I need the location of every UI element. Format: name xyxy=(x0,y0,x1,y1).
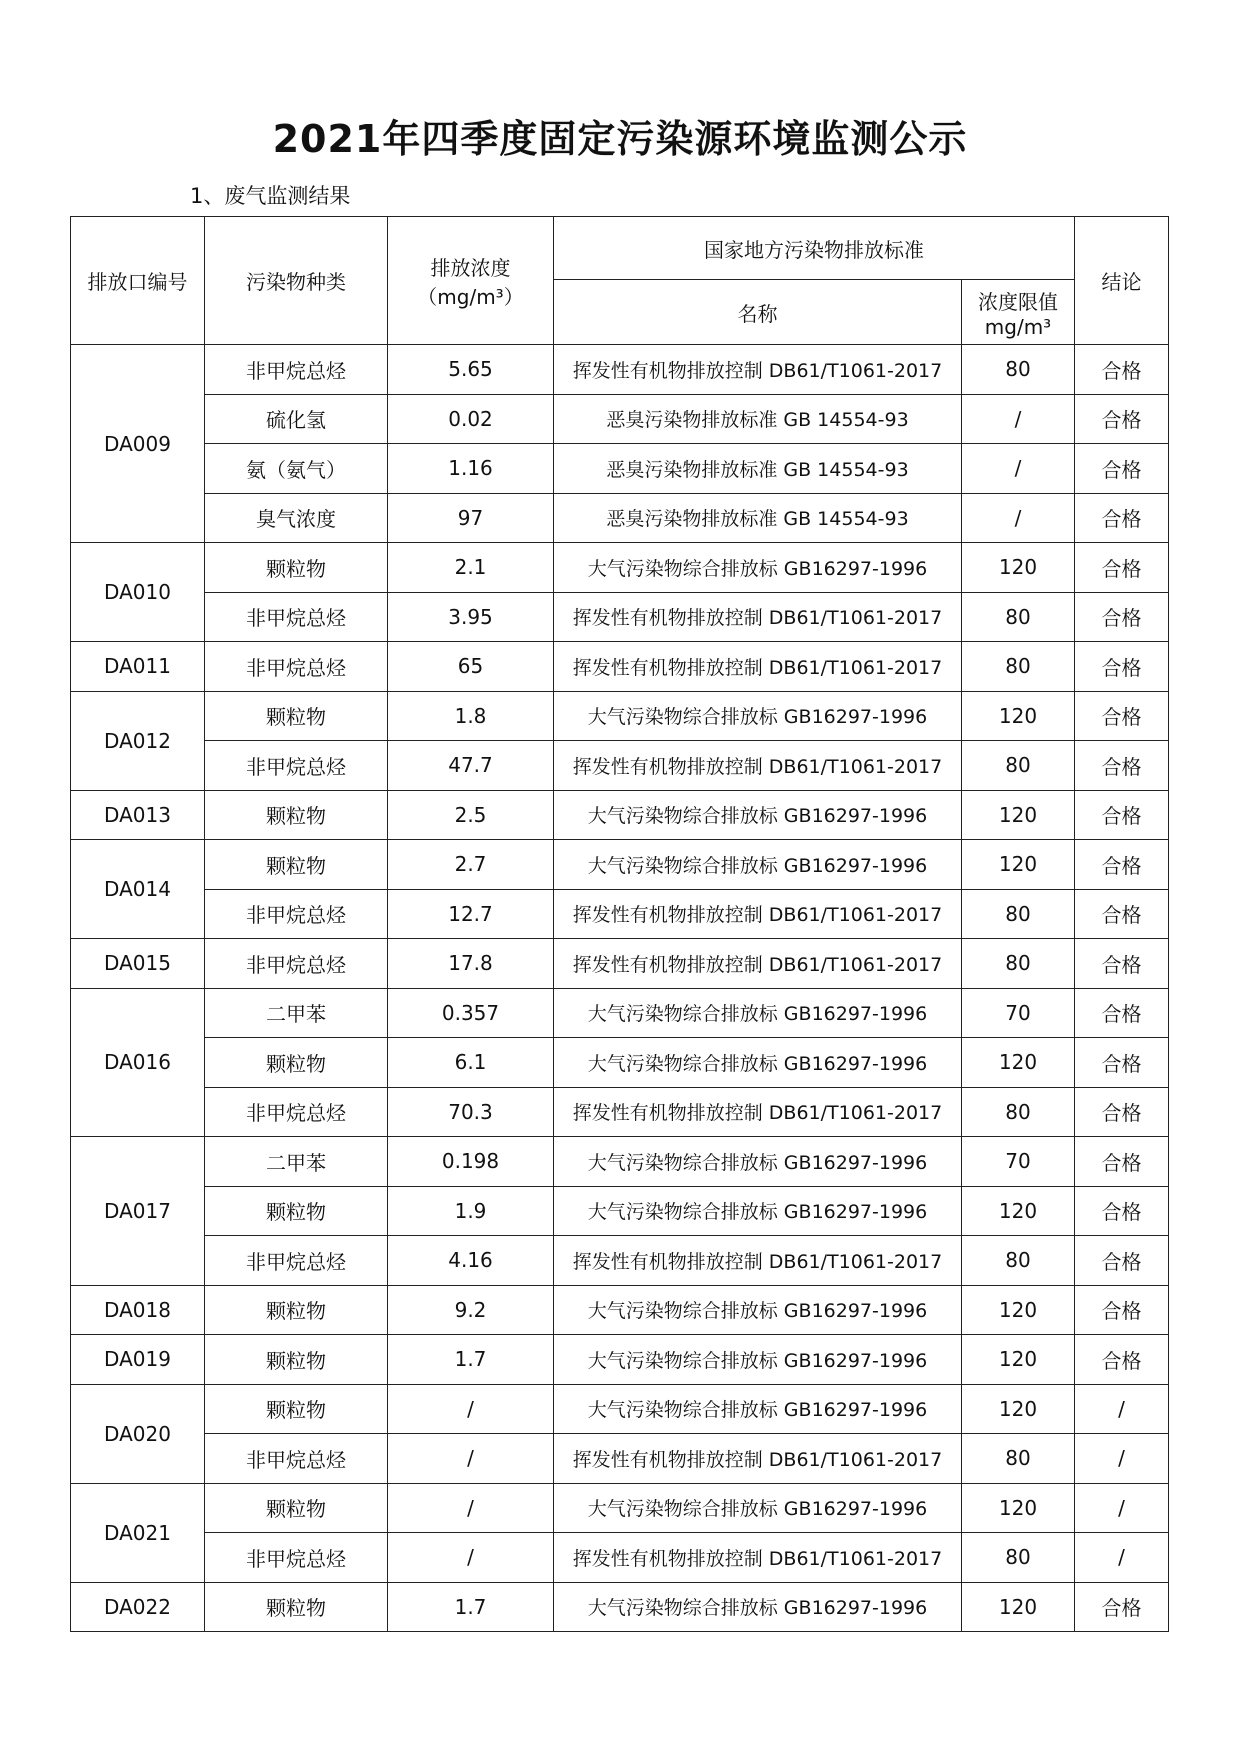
conclusion-cell: 合格 xyxy=(1075,394,1169,444)
limit-cell: 120 xyxy=(962,1483,1075,1533)
pollutant-cell: 颗粒物 xyxy=(205,543,388,593)
standard-cell: 大气污染物综合排放标 GB16297-1996 xyxy=(554,1384,962,1434)
concentration-cell: 12.7 xyxy=(388,889,554,939)
table-row xyxy=(71,1236,1169,1286)
standard-cell: 挥发性有机物排放控制 DB61/T1061-2017 xyxy=(554,592,962,642)
table-row xyxy=(71,1137,1169,1187)
conclusion-cell: 合格 xyxy=(1075,592,1169,642)
table-row xyxy=(71,988,1169,1038)
standard-cell: 挥发性有机物排放控制 DB61/T1061-2017 xyxy=(554,741,962,791)
conclusion-cell: 合格 xyxy=(1075,840,1169,890)
table-row xyxy=(71,1285,1169,1335)
table-row xyxy=(71,592,1169,642)
pollutant-cell: 硫化氢 xyxy=(205,394,388,444)
conclusion-cell: / xyxy=(1075,1434,1169,1484)
header-standard-name: 名称 xyxy=(554,280,962,345)
conclusion-cell: / xyxy=(1075,1483,1169,1533)
standard-cell: 大气污染物综合排放标 GB16297-1996 xyxy=(554,1582,962,1632)
header-limit-label: 浓度限值 xyxy=(978,289,1058,314)
table-row xyxy=(71,1533,1169,1583)
conclusion-cell: 合格 xyxy=(1075,1236,1169,1286)
limit-cell: 120 xyxy=(962,1186,1075,1236)
header-outlet: 排放口编号 xyxy=(71,217,205,345)
concentration-cell: 4.16 xyxy=(388,1236,554,1286)
limit-cell: / xyxy=(962,394,1075,444)
concentration-cell: 1.9 xyxy=(388,1186,554,1236)
standard-cell: 恶臭污染物排放标准 GB 14554-93 xyxy=(554,394,962,444)
conclusion-cell: 合格 xyxy=(1075,1137,1169,1187)
standard-cell: 大气污染物综合排放标 GB16297-1996 xyxy=(554,790,962,840)
limit-cell: 70 xyxy=(962,988,1075,1038)
pollutant-cell: 颗粒物 xyxy=(205,840,388,890)
limit-cell: 80 xyxy=(962,1434,1075,1484)
pollutant-cell: 颗粒物 xyxy=(205,1582,388,1632)
pollutant-cell: 非甲烷总烃 xyxy=(205,345,388,395)
outlet-cell: DA018 xyxy=(71,1285,205,1335)
table-row xyxy=(71,394,1169,444)
limit-cell: 80 xyxy=(962,741,1075,791)
table-row xyxy=(71,493,1169,543)
conclusion-cell: 合格 xyxy=(1075,691,1169,741)
limit-cell: 80 xyxy=(962,939,1075,989)
conclusion-cell: 合格 xyxy=(1075,939,1169,989)
table-row xyxy=(71,889,1169,939)
concentration-cell: 17.8 xyxy=(388,939,554,989)
table-row xyxy=(71,691,1169,741)
limit-cell: 80 xyxy=(962,592,1075,642)
limit-cell: 120 xyxy=(962,691,1075,741)
outlet-cell: DA010 xyxy=(71,543,205,642)
conclusion-cell: 合格 xyxy=(1075,1038,1169,1088)
standard-cell: 挥发性有机物排放控制 DB61/T1061-2017 xyxy=(554,939,962,989)
limit-cell: / xyxy=(962,444,1075,494)
concentration-cell: 9.2 xyxy=(388,1285,554,1335)
pollutant-cell: 非甲烷总烃 xyxy=(205,1087,388,1137)
header-concentration-label: 排放浓度 xyxy=(430,255,511,280)
monitoring-table xyxy=(70,216,1169,1632)
page-title: 2021年四季度固定污染源环境监测公示 xyxy=(272,117,968,161)
concentration-cell: 0.02 xyxy=(388,394,554,444)
table-row xyxy=(71,1483,1169,1533)
standard-cell: 大气污染物综合排放标 GB16297-1996 xyxy=(554,1038,962,1088)
concentration-cell: 1.8 xyxy=(388,691,554,741)
standard-cell: 大气污染物综合排放标 GB16297-1996 xyxy=(554,1335,962,1385)
table-row xyxy=(71,1582,1169,1632)
pollutant-cell: 颗粒物 xyxy=(205,790,388,840)
table-row xyxy=(71,790,1169,840)
pollutant-cell: 颗粒物 xyxy=(205,1483,388,1533)
header-concentration-unit: （mg/m³） xyxy=(417,284,524,309)
pollutant-cell: 二甲苯 xyxy=(205,988,388,1038)
conclusion-cell: 合格 xyxy=(1075,493,1169,543)
standard-cell: 挥发性有机物排放控制 DB61/T1061-2017 xyxy=(554,1087,962,1137)
standard-cell: 恶臭污染物排放标准 GB 14554-93 xyxy=(554,444,962,494)
conclusion-cell: 合格 xyxy=(1075,1582,1169,1632)
conclusion-cell: 合格 xyxy=(1075,1335,1169,1385)
conclusion-cell: 合格 xyxy=(1075,889,1169,939)
concentration-cell: / xyxy=(388,1434,554,1484)
concentration-cell: 0.357 xyxy=(388,988,554,1038)
pollutant-cell: 颗粒物 xyxy=(205,1038,388,1088)
standard-cell: 挥发性有机物排放控制 DB61/T1061-2017 xyxy=(554,1236,962,1286)
pollutant-cell: 颗粒物 xyxy=(205,1186,388,1236)
pollutant-cell: 非甲烷总烃 xyxy=(205,1434,388,1484)
limit-cell: 80 xyxy=(962,1236,1075,1286)
concentration-cell: 6.1 xyxy=(388,1038,554,1088)
conclusion-cell: / xyxy=(1075,1533,1169,1583)
table-row xyxy=(71,1087,1169,1137)
limit-cell: 120 xyxy=(962,1335,1075,1385)
limit-cell: 120 xyxy=(962,1582,1075,1632)
limit-cell: 70 xyxy=(962,1137,1075,1187)
limit-cell: 80 xyxy=(962,642,1075,692)
pollutant-cell: 非甲烷总烃 xyxy=(205,1533,388,1583)
header-concentration xyxy=(388,217,554,345)
limit-cell: 120 xyxy=(962,840,1075,890)
conclusion-cell: 合格 xyxy=(1075,790,1169,840)
conclusion-cell: 合格 xyxy=(1075,741,1169,791)
concentration-cell: 2.1 xyxy=(388,543,554,593)
header-conclusion: 结论 xyxy=(1075,217,1169,345)
outlet-cell: DA013 xyxy=(71,790,205,840)
conclusion-cell: 合格 xyxy=(1075,1186,1169,1236)
table-row xyxy=(71,1186,1169,1236)
table-row xyxy=(71,444,1169,494)
concentration-cell: / xyxy=(388,1533,554,1583)
table-row xyxy=(71,840,1169,890)
limit-cell: 80 xyxy=(962,345,1075,395)
concentration-cell: 1.7 xyxy=(388,1582,554,1632)
limit-cell: 120 xyxy=(962,1038,1075,1088)
concentration-cell: 47.7 xyxy=(388,741,554,791)
conclusion-cell: 合格 xyxy=(1075,1087,1169,1137)
table-row xyxy=(71,1384,1169,1434)
outlet-cell: DA021 xyxy=(71,1483,205,1582)
outlet-cell: DA011 xyxy=(71,642,205,692)
standard-cell: 大气污染物综合排放标 GB16297-1996 xyxy=(554,988,962,1038)
standard-cell: 挥发性有机物排放控制 DB61/T1061-2017 xyxy=(554,889,962,939)
outlet-cell: DA009 xyxy=(71,345,205,543)
table-body xyxy=(71,345,1169,1632)
pollutant-cell: 氨（氨气） xyxy=(205,444,388,494)
outlet-cell: DA014 xyxy=(71,840,205,939)
pollutant-cell: 颗粒物 xyxy=(205,1384,388,1434)
conclusion-cell: 合格 xyxy=(1075,543,1169,593)
pollutant-cell: 颗粒物 xyxy=(205,1335,388,1385)
table-row xyxy=(71,345,1169,395)
pollutant-cell: 颗粒物 xyxy=(205,1285,388,1335)
standard-cell: 大气污染物综合排放标 GB16297-1996 xyxy=(554,1483,962,1533)
concentration-cell: 2.7 xyxy=(388,840,554,890)
conclusion-cell: 合格 xyxy=(1075,988,1169,1038)
standard-cell: 挥发性有机物排放控制 DB61/T1061-2017 xyxy=(554,1434,962,1484)
concentration-cell: 1.16 xyxy=(388,444,554,494)
concentration-cell: 5.65 xyxy=(388,345,554,395)
outlet-cell: DA012 xyxy=(71,691,205,790)
section-title: 1、废气监测结果 xyxy=(190,184,351,208)
conclusion-cell: 合格 xyxy=(1075,1285,1169,1335)
limit-cell: / xyxy=(962,493,1075,543)
outlet-cell: DA017 xyxy=(71,1137,205,1286)
standard-cell: 恶臭污染物排放标准 GB 14554-93 xyxy=(554,493,962,543)
standard-cell: 挥发性有机物排放控制 DB61/T1061-2017 xyxy=(554,1533,962,1583)
standard-cell: 大气污染物综合排放标 GB16297-1996 xyxy=(554,691,962,741)
concentration-cell: 2.5 xyxy=(388,790,554,840)
table-row xyxy=(71,642,1169,692)
outlet-cell: DA019 xyxy=(71,1335,205,1385)
standard-cell: 挥发性有机物排放控制 DB61/T1061-2017 xyxy=(554,345,962,395)
outlet-cell: DA020 xyxy=(71,1384,205,1483)
header-pollutant: 污染物种类 xyxy=(205,217,388,345)
pollutant-cell: 颗粒物 xyxy=(205,691,388,741)
table-row xyxy=(71,741,1169,791)
outlet-cell: DA016 xyxy=(71,988,205,1137)
header-limit-unit: mg/m³ xyxy=(984,314,1052,339)
limit-cell: 120 xyxy=(962,1384,1075,1434)
standard-cell: 大气污染物综合排放标 GB16297-1996 xyxy=(554,840,962,890)
outlet-cell: DA022 xyxy=(71,1582,205,1632)
conclusion-cell: 合格 xyxy=(1075,642,1169,692)
limit-cell: 120 xyxy=(962,543,1075,593)
table-row xyxy=(71,1335,1169,1385)
limit-cell: 120 xyxy=(962,790,1075,840)
pollutant-cell: 非甲烷总烃 xyxy=(205,939,388,989)
concentration-cell: 3.95 xyxy=(388,592,554,642)
standard-cell: 大气污染物综合排放标 GB16297-1996 xyxy=(554,1186,962,1236)
concentration-cell: 0.198 xyxy=(388,1137,554,1187)
pollutant-cell: 非甲烷总烃 xyxy=(205,741,388,791)
limit-cell: 120 xyxy=(962,1285,1075,1335)
limit-cell: 80 xyxy=(962,889,1075,939)
outlet-cell: DA015 xyxy=(71,939,205,989)
pollutant-cell: 臭气浓度 xyxy=(205,493,388,543)
limit-cell: 80 xyxy=(962,1087,1075,1137)
table-row xyxy=(71,1038,1169,1088)
header-standard-group: 国家地方污染物排放标准 xyxy=(554,217,1075,280)
pollutant-cell: 非甲烷总烃 xyxy=(205,889,388,939)
pollutant-cell: 非甲烷总烃 xyxy=(205,642,388,692)
concentration-cell: / xyxy=(388,1384,554,1434)
limit-cell: 80 xyxy=(962,1533,1075,1583)
conclusion-cell: 合格 xyxy=(1075,444,1169,494)
standard-cell: 大气污染物综合排放标 GB16297-1996 xyxy=(554,543,962,593)
table-row xyxy=(71,939,1169,989)
standard-cell: 大气污染物综合排放标 GB16297-1996 xyxy=(554,1285,962,1335)
standard-cell: 大气污染物综合排放标 GB16297-1996 xyxy=(554,1137,962,1187)
concentration-cell: 97 xyxy=(388,493,554,543)
concentration-cell: 70.3 xyxy=(388,1087,554,1137)
pollutant-cell: 非甲烷总烃 xyxy=(205,592,388,642)
header-limit xyxy=(962,280,1075,345)
concentration-cell: 1.7 xyxy=(388,1335,554,1385)
pollutant-cell: 二甲苯 xyxy=(205,1137,388,1187)
table-row xyxy=(71,1434,1169,1484)
pollutant-cell: 非甲烷总烃 xyxy=(205,1236,388,1286)
conclusion-cell: 合格 xyxy=(1075,345,1169,395)
concentration-cell: 65 xyxy=(388,642,554,692)
conclusion-cell: / xyxy=(1075,1384,1169,1434)
table-row xyxy=(71,543,1169,593)
concentration-cell: / xyxy=(388,1483,554,1533)
standard-cell: 挥发性有机物排放控制 DB61/T1061-2017 xyxy=(554,642,962,692)
table-header xyxy=(71,217,1169,345)
